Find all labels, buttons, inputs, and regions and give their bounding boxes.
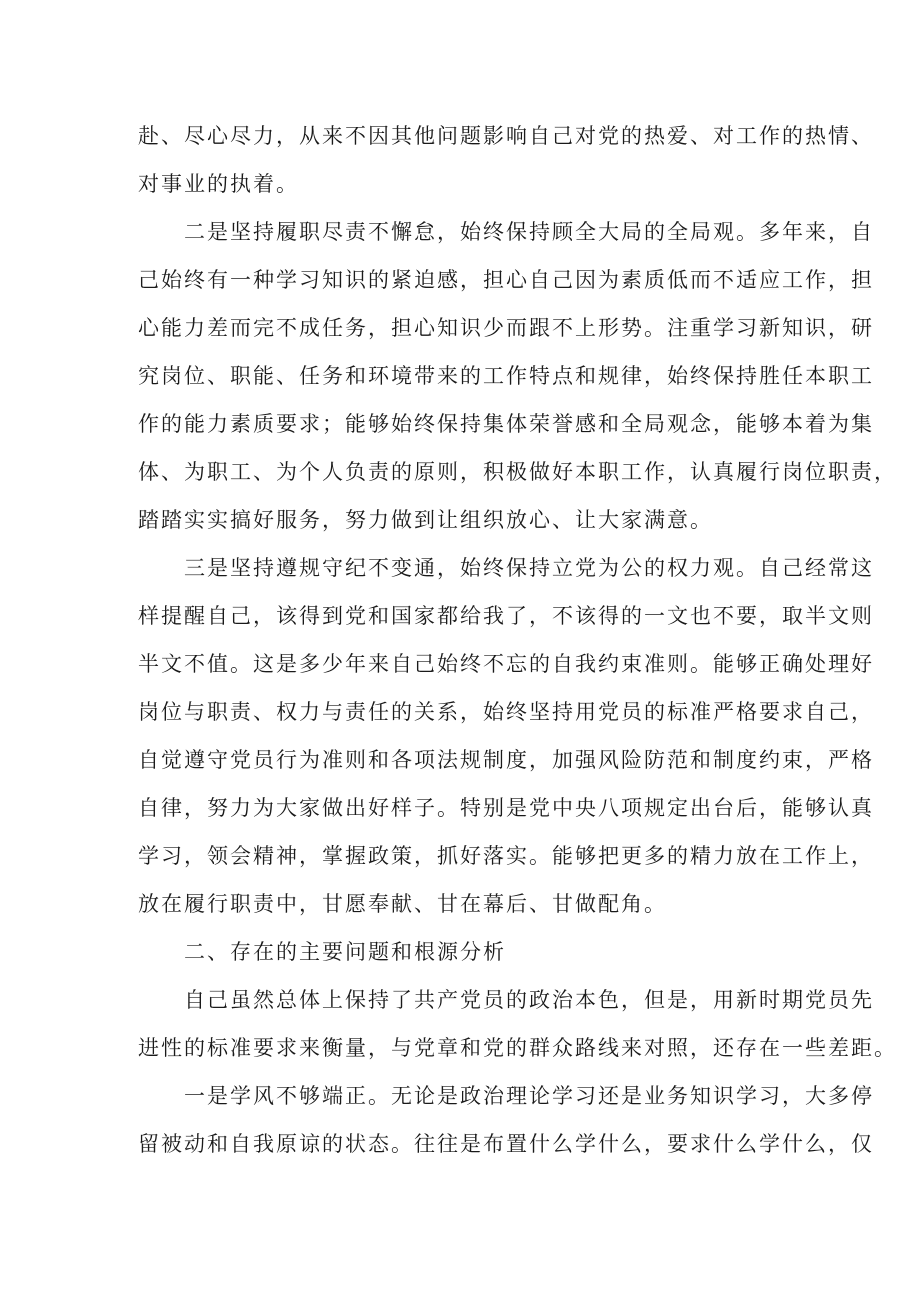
text-line: 己始终有一种学习知识的紧迫感，担心自己因为素质低而不适应工作，担 (138, 268, 874, 292)
text-line: 进性的标准要求来衡量，与党章和党的群众路线来对照，还存在一些差距。 (138, 1036, 897, 1060)
text-line: 究岗位、职能、任务和环境带来的工作特点和规律，始终保持胜任本职工 (138, 364, 874, 388)
text-line: 自律，努力为大家做出好样子。特别是党中央八项规定出台后，能够认真 (138, 796, 874, 820)
text-line: 三是坚持遵规守纪不变通，始终保持立党为公的权力观。自己经常这 (184, 556, 874, 580)
text-line: 一是学风不够端正。无论是政治理论学习还是业务知识学习，大多停 (184, 1084, 874, 1108)
text-line: 岗位与职责、权力与责任的关系，始终坚持用党员的标准严格要求自己， (138, 700, 874, 724)
text-line: 二、存在的主要问题和根源分析 (184, 940, 506, 964)
text-line: 留被动和自我原谅的状态。往往是布置什么学什么，要求什么学什么，仅 (138, 1132, 874, 1156)
text-line: 对事业的执着。 (138, 172, 299, 196)
text-line: 心能力差而完不成任务，担心知识少而跟不上形势。注重学习新知识，研 (138, 316, 874, 340)
text-line: 学习，领会精神，掌握政策，抓好落实。能够把更多的精力放在工作上， (138, 844, 874, 868)
text-line: 样提醒自己，该得到党和国家都给我了，不该得的一文也不要，取半文则 (138, 604, 874, 628)
text-line: 体、为职工、为个人负责的原则，积极做好本职工作，认真履行岗位职责， (138, 460, 897, 484)
text-line: 自己虽然总体上保持了共产党员的政治本色，但是，用新时期党员先 (184, 988, 874, 1012)
text-line: 自觉遵守党员行为准则和各项法规制度，加强风险防范和制度约束，严格 (138, 748, 874, 772)
text-line: 放在履行职责中，甘愿奉献、甘在幕后、甘做配角。 (138, 892, 667, 916)
text-line: 半文不值。这是多少年来自己始终不忘的自我约束准则。能够正确处理好 (138, 652, 874, 676)
text-line: 赴、尽心尽力，从来不因其他问题影响自己对党的热爱、对工作的热情、 (138, 124, 874, 148)
text-line: 作的能力素质要求；能够始终保持集体荣誉感和全局观念，能够本着为集 (138, 412, 874, 436)
document-body (138, 112, 897, 1168)
text-line: 二是坚持履职尽责不懈怠，始终保持顾全大局的全局观。多年来，自 (184, 220, 874, 244)
text-line: 踏踏实实搞好服务，努力做到让组织放心、让大家满意。 (138, 508, 713, 532)
